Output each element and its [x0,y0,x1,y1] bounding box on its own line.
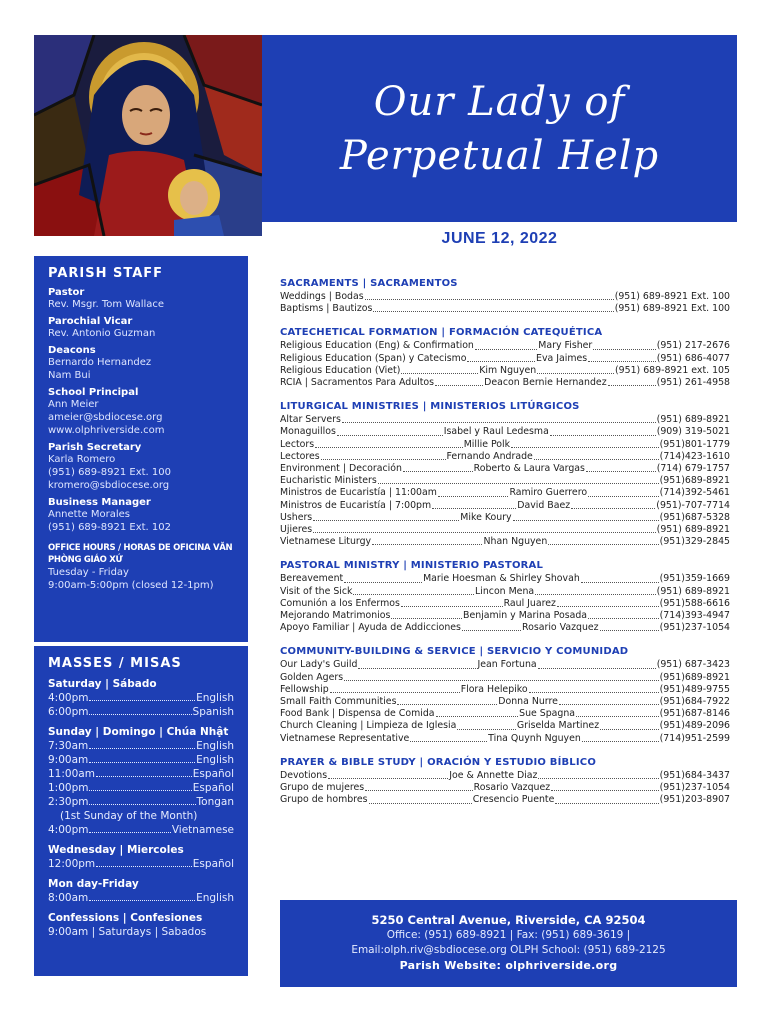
ministry-name: Devotions [280,769,328,781]
directory-row [280,720,730,732]
leader-dots [89,823,170,833]
leader-dots [89,753,195,763]
contact-person: Lincon Mena [475,585,535,597]
leader-dots [438,487,509,496]
section-rows [280,573,730,634]
leader-dots [529,684,659,693]
principal-role: School Principal [48,387,139,398]
manager-name: Annette Morales [48,509,130,520]
leader-dots [358,659,476,668]
prayer-section [280,757,730,807]
ministry-name: Comunión a los Enfermos [280,597,400,609]
directory-row [280,426,730,438]
manager-role: Business Manager [48,497,151,508]
mass-row [48,823,234,837]
contact-phone: (951) 689-8921 Ext. 100 [614,303,730,315]
directory-row [280,512,730,524]
ministry-name: Vietnamese Representative [280,732,410,744]
contact-phone: (951)588-6616 [659,597,731,609]
contact-phone: (951)237-1054 [659,782,730,794]
section-rows [280,340,730,389]
contact-person: Rosario Vazquez [473,782,551,794]
directory-row [280,782,730,794]
leader-dots [315,439,463,448]
contact-phone: (951)237-1054 [659,622,731,634]
contact-phone: (951) 689-8921 [656,585,730,597]
mass-row [48,857,234,871]
contact-person: David Baez [517,499,571,511]
wednesday-section [48,844,234,871]
parish-staff-heading: PARISH STAFF [48,266,164,281]
pastor-role: Pastor [48,287,85,298]
mass-time: 4:00pm [48,824,89,836]
contact-phone: (951) 687-3423 [656,659,731,671]
contact-footer [280,900,737,987]
leader-dots [89,739,195,749]
directory-row [280,536,730,548]
leader-dots [586,463,656,472]
directory-row [280,622,730,634]
mass-language: Tongan [196,796,234,808]
catechetical-section [280,327,730,389]
contact-phone: (951)684-7922 [659,696,731,708]
leader-dots [432,500,516,509]
contact-phone: (909) 319-5021 [656,426,731,438]
contact-phone: (951)203-8907 [659,794,731,806]
leader-dots [548,536,658,545]
ministry-name: Ministros de Eucaristía | 11:00am [280,487,437,499]
directory-row [280,672,730,684]
leader-dots [89,891,195,901]
directory-row [280,463,730,475]
leader-dots [391,610,462,619]
directory-row [280,377,730,389]
leader-dots [313,524,656,533]
leader-dots [467,353,535,362]
leader-dots [555,794,658,803]
directory-row [280,598,730,610]
weekday-label: Mon day-Friday [48,878,139,890]
leader-dots [378,475,659,484]
contact-phone: (714)951-2599 [659,732,730,744]
confessions-section [48,912,234,939]
sunday-label: Sunday | Domingo | Chúa Nhật [48,726,229,738]
contact-person: Rosario Vazquez [522,622,599,634]
contact-person: Tina Quynh Nguyen [488,732,581,744]
mass-language: English [196,754,234,766]
leader-dots [89,781,191,791]
directory-row [280,794,730,806]
leader-dots [365,782,472,791]
weekday-section [48,878,234,905]
leader-dots [96,767,192,777]
wednesday-label: Wednesday | Miercoles [48,844,184,856]
directory-row [280,439,730,451]
directory-row [280,303,730,315]
ministry-name: Vietnamese Liturgy [280,536,372,548]
ministry-name: Small Faith Communities [280,696,397,708]
leader-dots [576,708,659,717]
leader-dots [436,708,519,717]
sacraments-section [280,278,730,315]
pastor-name: Rev. Msgr. Tom Wallace [48,299,165,310]
directory-row [280,573,730,585]
contact-phone: (951)359-1669 [659,573,730,585]
contact-phone: (951)801-1779 [659,438,730,450]
contact-person: Griselda Martinez [516,720,600,732]
directory-row [280,451,730,463]
contact-phone: (714)393-4947 [659,610,730,622]
parish-title-line2: Perpetual Help [339,132,660,179]
leader-dots [581,573,659,582]
ministry-name: Apoyo Familiar | Ayuda de Addicciones [280,622,461,634]
ministry-name: Food Bank | Dispensa de Comida [280,708,435,720]
confessions-label: Confessions | Confesiones [48,912,203,924]
directory-row [280,291,730,303]
mass-language: English [196,892,234,904]
secretary-name: Karla Romero [48,454,116,465]
saturday-section [48,678,234,719]
mass-row [48,795,234,809]
mass-time: 4:00pm [48,692,89,704]
saturday-label: Saturday | Sábado [48,678,157,690]
contact-person: Kim Nguyen [479,364,537,376]
masses-heading: MASSES / MISAS [48,656,182,671]
contact-person: Deacon Bernie Hernandez [484,377,607,389]
contact-phone: (951)689-8921 [659,475,730,487]
section-title: PASTORAL MINISTRY | MINISTERIO PASTORAL [280,560,544,572]
mass-row [48,739,234,753]
contact-phone: (951) 261-4958 [656,377,730,389]
leader-dots [410,733,487,742]
leader-dots [534,451,659,460]
confessions-times: 9:00am | Saturdays | Sabados [48,926,207,938]
ministry-name: Ujieres [280,524,313,536]
ministry-name: Environment | Decoración [280,463,402,475]
contact-phone: (951) 217-2676 [656,340,731,352]
contact-phone: (951)689-8921 [659,671,730,683]
directory-row [280,770,730,782]
school-website-link[interactable]: www.olphriverside.com [48,425,165,436]
contact-phone: (714)392-5461 [659,487,731,499]
contact-person: Joe & Annette Diaz [449,769,538,781]
mass-time: 2:30pm [48,796,89,808]
title-banner [262,35,737,222]
deacons-role: Deacons [48,345,96,356]
contact-phone: (951) 689-8921 ext. 105 [615,364,730,376]
contact-person: Roberto & Laura Vargas [473,463,585,475]
ministry-name: Grupo de mujeres [280,782,365,794]
community-section [280,646,730,744]
mass-language: Español [192,768,234,780]
directory-row [280,353,730,365]
liturgical-section [280,401,730,548]
ministry-name: Our Lady's Guild [280,659,358,671]
ministry-name: Religious Education (Eng) & Confirmation [280,340,474,352]
leader-dots [330,684,460,693]
leader-dots [435,377,483,386]
ministry-name: Religious Education (Span) y Catecismo [280,352,467,364]
parish-address: 5250 Central Avenue, Riverside, CA 92504 [371,913,646,927]
office-hours-label: OFFICE HOURS / HORAS DE OFICINA VĂN PHÒNG GIÁO XỨ [48,543,233,565]
leader-dots [582,733,659,742]
leader-dots [551,782,658,791]
ministry-name: Mejorando Matrimonios [280,610,391,622]
leader-dots [337,426,443,435]
contact-person: Ramiro Guerrero [509,487,588,499]
directory-row [280,414,730,426]
ministry-name: Visit of the Sick [280,585,353,597]
contact-phone: (951)-707-7714 [656,499,731,511]
contact-person: Millie Polk [463,438,511,450]
contact-person: Flora Helepiko [460,683,528,695]
contact-person: Sue Spagna [519,708,576,720]
leader-dots [588,487,659,496]
directory-row [280,365,730,377]
office-fax-line: Office: (951) 689-8921 | Fax: (951) 689-3619 | [386,929,631,941]
section-rows [280,291,730,315]
leader-dots [457,720,516,729]
contact-person: Fernando Andrade [446,450,533,462]
mass-time: 7:30am [48,740,89,752]
section-title: CATECHETICAL FORMATION | FORMACIÓN CATEQUÉTICA [280,327,603,339]
leader-dots [401,365,478,374]
mass-language: Español [192,858,234,870]
contact-person: Benjamin y Marina Posada [463,610,588,622]
contact-phone: (714) 679-1757 [656,463,731,475]
ministry-name: Weddings | Bodas [280,291,364,302]
directory-row [280,524,730,536]
leader-dots [89,705,191,715]
mass-row [48,753,234,767]
vicar-name: Rev. Antonio Guzman [48,328,156,339]
section-title: SACRAMENTS | SACRAMENTOS [280,278,458,289]
ministry-name: Eucharistic Ministers [280,475,377,487]
leader-dots [344,672,659,681]
leader-dots [397,696,497,705]
pastoral-section [280,560,730,634]
contact-person: Donna Nurre [498,696,558,708]
contact-phone: (951)329-2845 [659,536,731,548]
office-times: 9:00am-5:00pm (closed 12-1pm) [48,580,214,591]
contact-phone: (951) 689-8921 [656,414,730,426]
mass-time: 6:00pm [48,706,89,718]
mass-time: 12:00pm [48,858,96,870]
contact-phone: (951)684-3437 [659,769,730,781]
leader-dots [588,353,656,362]
leader-dots [600,622,659,631]
ministry-name: Church Cleaning | Limpieza de Iglesia [280,720,457,732]
mass-language: Spanish [192,706,234,718]
ministry-name: Fellowship [280,683,329,695]
section-rows [280,414,730,548]
leader-dots [559,696,659,705]
mass-time: 11:00am [48,768,95,780]
mass-time: 9:00am [48,754,89,766]
directory-row [280,340,730,352]
leader-dots [321,451,446,460]
mass-note: (1st Sunday of the Month) [60,810,198,822]
ministry-name: Ushers [280,511,313,523]
leader-dots [571,500,655,509]
leader-dots [89,795,195,805]
parish-website-link[interactable]: Parish Website: olphriverside.org [399,959,618,972]
leader-dots [550,426,656,435]
contact-person: Nhan Nguyen [483,536,548,548]
mass-language: Vietnamese [171,824,234,836]
leader-dots [513,512,659,521]
ministry-name: Lectores [280,450,320,462]
deacon-name: Nam Bui [48,370,91,381]
leader-dots [557,598,659,607]
ministries-column [280,278,730,819]
contact-phone: (951)489-2096 [659,720,731,732]
leader-dots [89,691,195,701]
leader-dots [365,291,614,300]
mass-time: 1:00pm [48,782,89,794]
secretary-role: Parish Secretary [48,442,142,453]
contact-phone: (951)687-5328 [659,511,731,523]
vicar-role: Parochial Vicar [48,316,133,327]
leader-dots [401,598,503,607]
leader-dots [593,340,655,349]
leader-dots [373,303,613,312]
principal-name: Ann Meier [48,399,99,410]
leader-dots [403,463,473,472]
manager-phone: (951) 689-8921 Ext. 102 [48,522,171,533]
parish-title-line1: Our Lady of [373,78,626,125]
leader-dots [475,340,537,349]
leader-dots [313,512,459,521]
directory-row [280,696,730,708]
contact-phone: (714)423-1610 [659,450,731,462]
mass-language: Español [192,782,234,794]
contact-person: Isabel y Raul Ledesma [443,426,549,438]
directory-row [280,475,730,487]
mass-row [48,705,234,719]
section-rows [280,659,730,744]
contact-person: Jean Fortuna [477,659,537,671]
contact-person: Mike Koury [460,511,512,523]
parish-staff-panel [34,256,248,642]
leader-dots [369,794,472,803]
ministry-name: RCIA | Sacramentos Para Adultos [280,377,435,389]
contact-person: Raul Juarez [503,597,556,609]
bulletin-date: JUNE 12, 2022 [441,230,558,247]
section-rows [280,770,730,807]
mass-row [48,691,234,705]
mass-language: English [196,740,234,752]
principal-email[interactable]: ameier@sbdiocese.org [48,412,163,423]
directory-row [280,610,730,622]
mass-row [48,781,234,795]
secretary-email[interactable]: kromero@sbdiocese.org [48,480,170,491]
secretary-phone: (951) 689-8921 Ext. 100 [48,467,171,478]
directory-row [280,684,730,696]
ministry-name: Baptisms | Bautizos [280,303,373,315]
mass-language: English [196,692,234,704]
ministry-name: Ministros de Eucaristía | 7:00pm [280,499,432,511]
contact-person: Marie Hoesman & Shirley Shovah [423,573,580,585]
leader-dots [342,414,656,423]
section-title: LITURGICAL MINISTRIES | MINISTERIOS LITÚRGICOS [280,401,580,413]
directory-row [280,500,730,512]
leader-dots [96,857,192,867]
email-school-line[interactable]: Email:olph.riv@sbdiocese.org OLPH School: (951) 689-2125 [351,944,666,956]
mass-time: 8:00am [48,892,89,904]
contact-phone: (951)687-8146 [659,708,731,720]
mass-row [48,767,234,781]
contact-phone: (951) 686-4077 [656,352,731,364]
leader-dots [535,586,656,595]
contact-phone: (951)489-9755 [659,683,730,695]
directory-row [280,487,730,499]
deacon-name: Bernardo Hernandez [48,357,152,368]
contact-person: Cresencio Puente [472,794,555,806]
leader-dots [353,586,474,595]
stained-glass-image [34,35,262,236]
office-days: Tuesday - Friday [48,567,129,578]
leader-dots [344,573,422,582]
leader-dots [608,377,656,386]
section-title: PRAYER & BIBLE STUDY | ORACIÓN Y ESTUDIO BÍBLICO [280,756,597,768]
masses-panel [34,646,248,976]
ministry-name: Monaguillos [280,426,336,438]
ministry-name: Grupo de hombres [280,794,368,806]
leader-dots [462,622,521,631]
ministry-name: Golden Agers [280,671,344,683]
leader-dots [511,439,659,448]
ministry-name: Altar Servers [280,414,341,426]
section-title: COMMUNITY-BUILDING & SERVICE | SERVICIO Y COMUNIDAD [280,646,629,658]
directory-row [280,659,730,671]
leader-dots [372,536,482,545]
directory-row [280,586,730,598]
leader-dots [588,610,659,619]
leader-dots [600,720,659,729]
mass-row [48,891,234,905]
leader-dots [538,770,658,779]
sunday-section [48,726,234,837]
leader-dots [537,365,614,374]
leader-dots [538,659,656,668]
leader-dots [328,770,448,779]
ministry-name: Bereavement [280,573,344,585]
contact-phone: (951) 689-8921 [656,524,730,536]
directory-row [280,733,730,745]
ministry-name: Lectors [280,438,315,450]
contact-person: Eva Jaimes [536,352,588,364]
contact-phone: (951) 689-8921 Ext. 100 [614,291,730,302]
contact-person: Mary Fisher [538,340,593,352]
directory-row [280,708,730,720]
ministry-name: Religious Education (Viet) [280,364,401,376]
